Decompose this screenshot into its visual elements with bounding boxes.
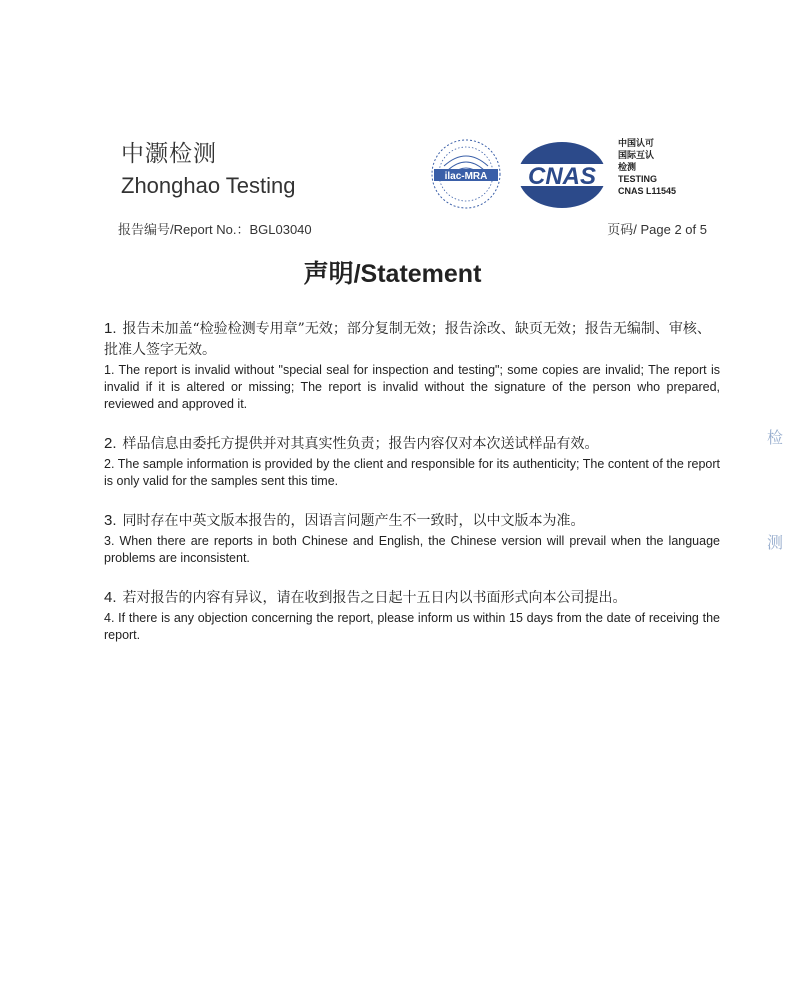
statement-item <box>104 318 720 413</box>
statement-en: 1. The report is invalid without "special seal for inspection and testing"; some copies are invalid; The report is invalid if it is altered or missing; The report is invalid without the signature of the person who prepared, reviewed and approved it. <box>104 363 720 411</box>
ilac-mra-logo <box>428 136 504 212</box>
statement-number: 1. <box>104 320 117 337</box>
cnas-logo <box>516 140 608 210</box>
statement-number: 4. <box>104 589 117 606</box>
accreditation-line: CNAS L11545 <box>618 186 677 196</box>
statement-cn <box>104 510 720 532</box>
company-name-en: Zhonghao Testing <box>121 173 296 198</box>
accreditation-text <box>618 137 676 197</box>
accreditation-line: 中国认可 <box>618 138 655 148</box>
company-name <box>121 140 296 200</box>
statement-cn-text: 样品信息由委托方提供并对其真实性负责；报告内容仅对本次送试样品有效。 <box>122 436 599 452</box>
accreditation-logos <box>428 132 718 214</box>
report-number: 报告编号/Report No.：BGL03040 <box>118 222 312 237</box>
statement-en: 3. When there are reports in both Chinese and English, the Chinese version will prevail when the language problems are inconsistent. <box>104 534 720 565</box>
svg-text:CNAS: CNAS <box>527 163 597 190</box>
statement-cn-text: 报告未加盖“检验检测专用章”无效；部分复制无效；报告涂改、缺页无效；报告无编制、审核、批准人签字无效。 <box>104 321 711 358</box>
svg-text:ilac-MRA: ilac-MRA <box>444 171 488 182</box>
statement-item <box>104 587 720 644</box>
statement-cn <box>104 318 720 361</box>
accreditation-line: 检测 <box>618 162 637 172</box>
company-name-cn: 中灏检测 <box>121 141 217 167</box>
accreditation-line: 国际互认 <box>618 150 655 160</box>
statement-list <box>104 318 720 664</box>
statement-en: 4. If there is any objection concerning the report, please inform us within 15 days from the date of receiving the report. <box>104 611 720 642</box>
statement-item <box>104 510 720 567</box>
seal-edge-mark: 测 <box>766 535 783 552</box>
statement-item <box>104 433 720 490</box>
statement-en: 2. The sample information is provided by the client and responsible for its authenticity; The content of the report is only valid for the samples sent this time. <box>104 457 720 488</box>
statement-cn-text: 若对报告的内容有异议，请在收到报告之日起十五日内以书面形式向本公司提出。 <box>122 590 627 606</box>
page-title: 声明/Statement <box>303 260 482 288</box>
statement-number: 3. <box>104 512 117 529</box>
accreditation-line: TESTING <box>618 174 658 184</box>
statement-cn <box>104 433 720 455</box>
seal-edge-mark: 检 <box>766 430 783 447</box>
page-number: 页码/ Page 2 of 5 <box>607 222 707 237</box>
statement-cn <box>104 587 720 609</box>
statement-number: 2. <box>104 435 117 452</box>
statement-cn-text: 同时存在中英文版本报告的，因语言问题产生不一致时，以中文版本为准。 <box>122 513 585 529</box>
